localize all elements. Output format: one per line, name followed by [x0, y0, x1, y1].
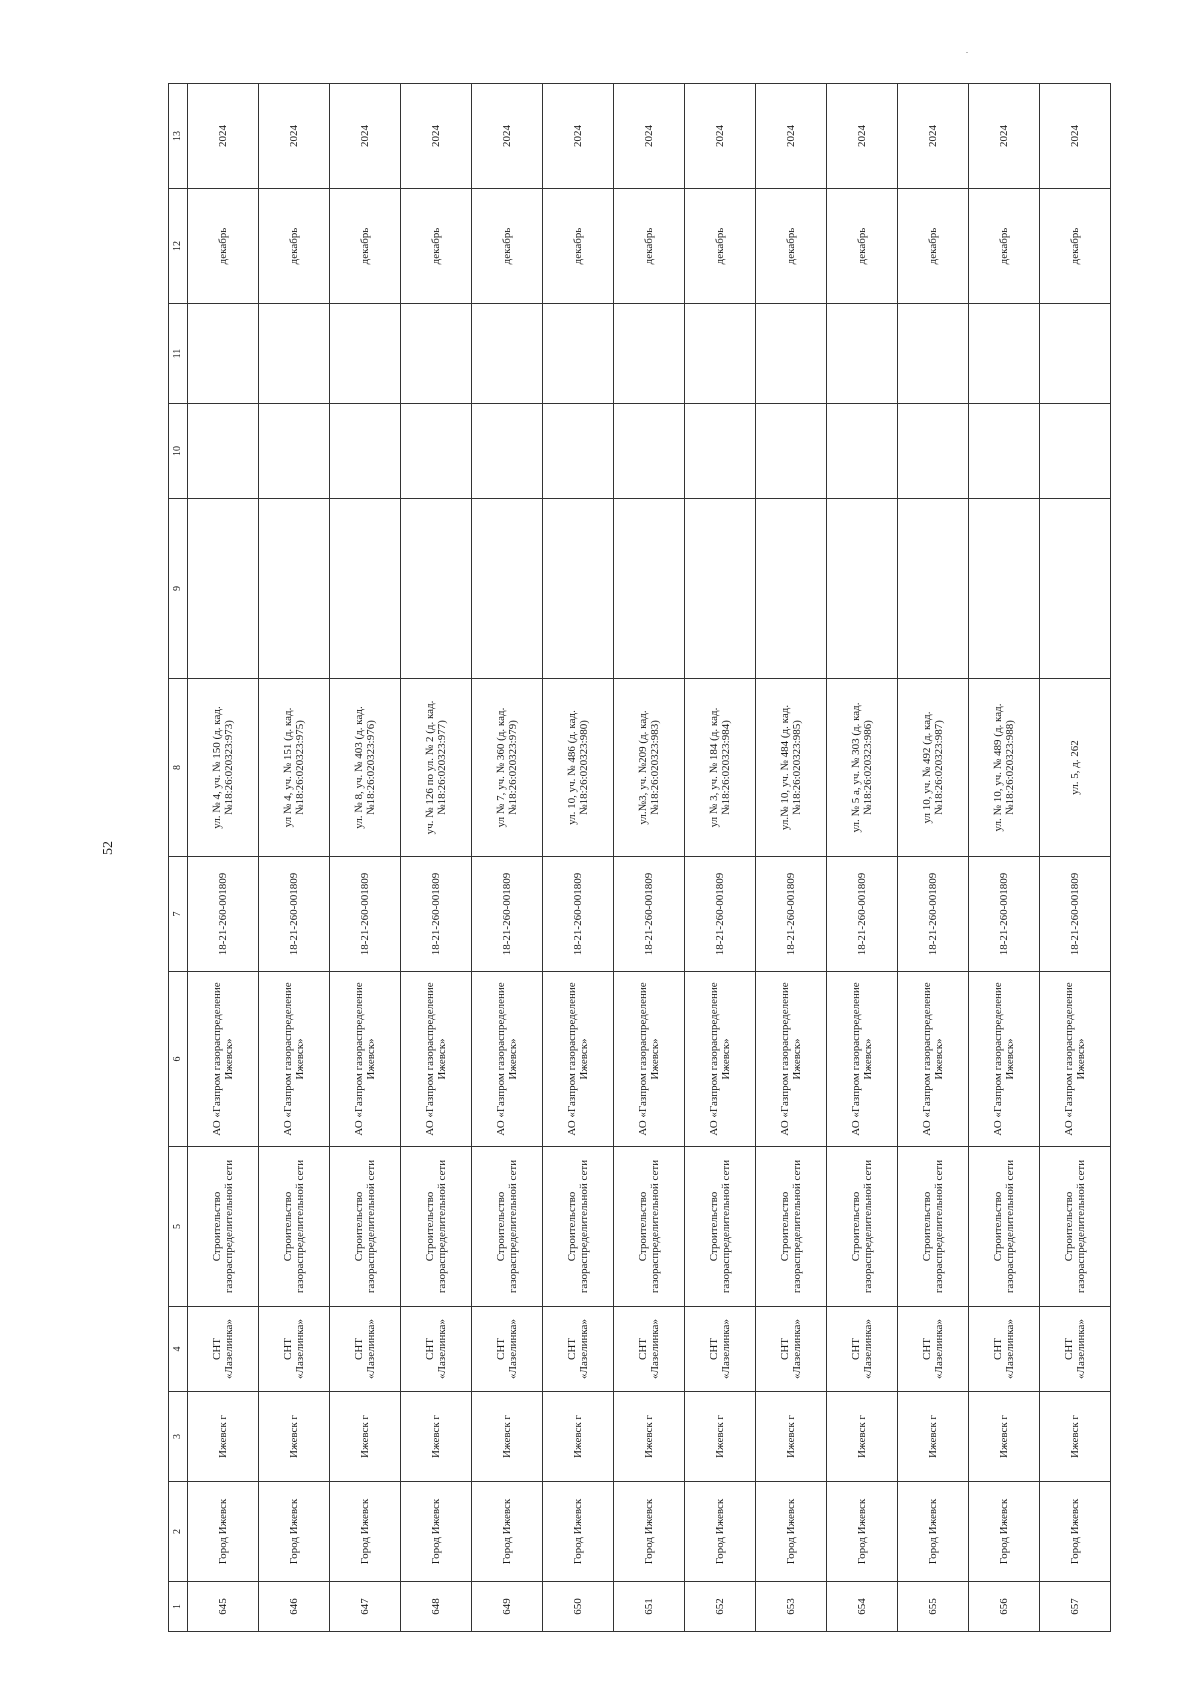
organization-cell: АО «Газпром газораспределение Ижевск»	[685, 972, 756, 1147]
column-11-cell	[1040, 304, 1111, 404]
column-number-cell: 5	[169, 1147, 188, 1307]
organization-cell: АО «Газпром газораспределение Ижевск»	[401, 972, 472, 1147]
code-cell: 18-21-260-001809	[188, 857, 259, 972]
column-10-cell	[685, 404, 756, 499]
municipality-cell: Город Ижевск	[188, 1482, 259, 1582]
column-9-cell	[401, 499, 472, 679]
month-cell: декабрь	[401, 189, 472, 304]
month-cell: декабрь	[898, 189, 969, 304]
column-10-cell	[472, 404, 543, 499]
work-type-cell: Строительство газораспределительной сети	[330, 1147, 401, 1307]
territory-cell: СНТ «Лазелинка»	[472, 1307, 543, 1392]
column-10-cell	[969, 404, 1040, 499]
column-number-cell: 4	[169, 1307, 188, 1392]
address-cell: ул. № 8, уч. № 403 (д. кад.№18:26:020323:976)	[330, 679, 401, 857]
territory-cell: СНТ «Лазелинка»	[685, 1307, 756, 1392]
address-cell: ул.№ 10, уч. № 484 (д. кад.№18:26:020323:985)	[756, 679, 827, 857]
work-type-cell: Строительство газораспределительной сети	[472, 1147, 543, 1307]
table-row	[188, 84, 259, 1632]
code-cell: 18-21-260-001809	[1040, 857, 1111, 972]
table-row	[1040, 84, 1111, 1632]
column-10-cell	[330, 404, 401, 499]
territory-cell: СНТ «Лазелинка»	[259, 1307, 330, 1392]
municipality-cell: Город Ижевск	[259, 1482, 330, 1582]
column-number-cell: 11	[169, 304, 188, 404]
column-11-cell	[614, 304, 685, 404]
municipality-cell: Город Ижевск	[1040, 1482, 1111, 1582]
page-number: 52	[101, 841, 116, 855]
row-number-cell: 657	[1040, 1582, 1111, 1632]
municipality-cell: Город Ижевск	[827, 1482, 898, 1582]
column-11-cell	[401, 304, 472, 404]
address-cell: ул. 10, уч. № 486 (д. кад.№18:26:020323:980)	[543, 679, 614, 857]
column-number-cell: 1	[169, 1582, 188, 1632]
settlement-cell: Ижевск г	[756, 1392, 827, 1482]
column-11-cell	[898, 304, 969, 404]
address-cell: ул № 7, уч. № 360 (д. кад.№18:26:020323:979)	[472, 679, 543, 857]
column-11-cell	[330, 304, 401, 404]
year-cell: 2024	[1040, 84, 1111, 189]
year-cell: 2024	[188, 84, 259, 189]
organization-cell: АО «Газпром газораспределение Ижевск»	[898, 972, 969, 1147]
column-9-cell	[685, 499, 756, 679]
municipality-cell: Город Ижевск	[614, 1482, 685, 1582]
municipality-cell: Город Ижевск	[969, 1482, 1040, 1582]
row-number-cell: 652	[685, 1582, 756, 1632]
column-10-cell	[543, 404, 614, 499]
rotated-table-wrapper	[168, 84, 1100, 1632]
table-row	[472, 84, 543, 1632]
table-row	[401, 84, 472, 1632]
territory-cell: СНТ «Лазелинка»	[1040, 1307, 1111, 1392]
code-cell: 18-21-260-001809	[898, 857, 969, 972]
column-11-cell	[188, 304, 259, 404]
organization-cell: АО «Газпром газораспределение Ижевск»	[543, 972, 614, 1147]
column-11-cell	[685, 304, 756, 404]
territory-cell: СНТ «Лазелинка»	[756, 1307, 827, 1392]
column-9-cell	[756, 499, 827, 679]
code-cell: 18-21-260-001809	[756, 857, 827, 972]
column-10-cell	[1040, 404, 1111, 499]
year-cell: 2024	[756, 84, 827, 189]
year-cell: 2024	[969, 84, 1040, 189]
code-cell: 18-21-260-001809	[827, 857, 898, 972]
code-cell: 18-21-260-001809	[472, 857, 543, 972]
row-number-cell: 653	[756, 1582, 827, 1632]
row-number-cell: 646	[259, 1582, 330, 1632]
column-9-cell	[969, 499, 1040, 679]
year-cell: 2024	[543, 84, 614, 189]
table-body	[169, 84, 1111, 1632]
column-10-cell	[898, 404, 969, 499]
territory-cell: СНТ «Лазелинка»	[827, 1307, 898, 1392]
municipality-cell: Город Ижевск	[472, 1482, 543, 1582]
address-cell: ул № 4, уч. № 151 (д. кад.№18:26:020323:975)	[259, 679, 330, 857]
column-9-cell	[827, 499, 898, 679]
territory-cell: СНТ «Лазелинка»	[401, 1307, 472, 1392]
column-number-cell: 6	[169, 972, 188, 1147]
territory-cell: СНТ «Лазелинка»	[543, 1307, 614, 1392]
column-number-cell: 9	[169, 499, 188, 679]
work-type-cell: Строительство газораспределительной сети	[898, 1147, 969, 1307]
organization-cell: АО «Газпром газораспределение Ижевск»	[1040, 972, 1111, 1147]
work-type-cell: Строительство газораспределительной сети	[685, 1147, 756, 1307]
column-10-cell	[614, 404, 685, 499]
column-9-cell	[614, 499, 685, 679]
month-cell: декабрь	[259, 189, 330, 304]
gas-network-schedule-table	[168, 83, 1111, 1632]
month-cell: декабрь	[543, 189, 614, 304]
column-9-cell	[1040, 499, 1111, 679]
month-cell: декабрь	[188, 189, 259, 304]
month-cell: декабрь	[756, 189, 827, 304]
territory-cell: СНТ «Лазелинка»	[898, 1307, 969, 1392]
column-number-cell: 8	[169, 679, 188, 857]
code-cell: 18-21-260-001809	[685, 857, 756, 972]
settlement-cell: Ижевск г	[401, 1392, 472, 1482]
address-cell: ул. 5, д. 262	[1040, 679, 1111, 857]
municipality-cell: Город Ижевск	[898, 1482, 969, 1582]
code-cell: 18-21-260-001809	[969, 857, 1040, 972]
year-cell: 2024	[472, 84, 543, 189]
row-number-cell: 647	[330, 1582, 401, 1632]
month-cell: декабрь	[1040, 189, 1111, 304]
work-type-cell: Строительство газораспределительной сети	[969, 1147, 1040, 1307]
column-11-cell	[259, 304, 330, 404]
organization-cell: АО «Газпром газораспределение Ижевск»	[188, 972, 259, 1147]
address-cell: ул.№3, уч. №209 (д. кад.№18:26:020323:983)	[614, 679, 685, 857]
settlement-cell: Ижевск г	[827, 1392, 898, 1482]
row-number-cell: 650	[543, 1582, 614, 1632]
organization-cell: АО «Газпром газораспределение Ижевск»	[259, 972, 330, 1147]
address-cell: ул. № 5 а, уч. № 303 (д. кад.№18:26:020323:986)	[827, 679, 898, 857]
table-row	[756, 84, 827, 1632]
year-cell: 2024	[401, 84, 472, 189]
settlement-cell: Ижевск г	[188, 1392, 259, 1482]
column-11-cell	[543, 304, 614, 404]
address-cell: ул № 3, уч. № 184 (д. кад.№18:26:020323:984)	[685, 679, 756, 857]
work-type-cell: Строительство газораспределительной сети	[827, 1147, 898, 1307]
row-number-cell: 656	[969, 1582, 1040, 1632]
territory-cell: СНТ «Лазелинка»	[188, 1307, 259, 1392]
row-number-cell: 655	[898, 1582, 969, 1632]
column-9-cell	[472, 499, 543, 679]
table-row	[259, 84, 330, 1632]
municipality-cell: Город Ижевск	[543, 1482, 614, 1582]
column-9-cell	[259, 499, 330, 679]
column-number-row	[169, 84, 188, 1632]
row-number-cell: 645	[188, 1582, 259, 1632]
work-type-cell: Строительство газораспределительной сети	[401, 1147, 472, 1307]
table-row	[969, 84, 1040, 1632]
table-row	[827, 84, 898, 1632]
column-number-cell: 2	[169, 1482, 188, 1582]
column-number-cell: 10	[169, 404, 188, 499]
address-cell: ул 10, уч. № 492 (д. кад.№18:26:020323:987)	[898, 679, 969, 857]
column-10-cell	[188, 404, 259, 499]
column-number-cell: 7	[169, 857, 188, 972]
settlement-cell: Ижевск г	[969, 1392, 1040, 1482]
column-9-cell	[330, 499, 401, 679]
address-cell: ул. № 4, уч. № 150 (д. кад.№18:26:020323:973)	[188, 679, 259, 857]
territory-cell: СНТ «Лазелинка»	[614, 1307, 685, 1392]
municipality-cell: Город Ижевск	[401, 1482, 472, 1582]
settlement-cell: Ижевск г	[685, 1392, 756, 1482]
settlement-cell: Ижевск г	[259, 1392, 330, 1482]
month-cell: декабрь	[685, 189, 756, 304]
work-type-cell: Строительство газораспределительной сети	[614, 1147, 685, 1307]
code-cell: 18-21-260-001809	[614, 857, 685, 972]
organization-cell: АО «Газпром газораспределение Ижевск»	[614, 972, 685, 1147]
organization-cell: АО «Газпром газораспределение Ижевск»	[969, 972, 1040, 1147]
column-10-cell	[756, 404, 827, 499]
settlement-cell: Ижевск г	[614, 1392, 685, 1482]
organization-cell: АО «Газпром газораспределение Ижевск»	[472, 972, 543, 1147]
code-cell: 18-21-260-001809	[330, 857, 401, 972]
row-number-cell: 649	[472, 1582, 543, 1632]
row-number-cell: 648	[401, 1582, 472, 1632]
organization-cell: АО «Газпром газораспределение Ижевск»	[330, 972, 401, 1147]
code-cell: 18-21-260-001809	[401, 857, 472, 972]
column-10-cell	[827, 404, 898, 499]
table-row	[330, 84, 401, 1632]
document-table-area	[168, 84, 1100, 1632]
year-cell: 2024	[259, 84, 330, 189]
work-type-cell: Строительство газораспределительной сети	[259, 1147, 330, 1307]
table-row	[543, 84, 614, 1632]
column-number-cell: 13	[169, 84, 188, 189]
column-10-cell	[401, 404, 472, 499]
column-9-cell	[543, 499, 614, 679]
work-type-cell: Строительство газораспределительной сети	[543, 1147, 614, 1307]
settlement-cell: Ижевск г	[330, 1392, 401, 1482]
column-11-cell	[756, 304, 827, 404]
month-cell: декабрь	[827, 189, 898, 304]
column-11-cell	[472, 304, 543, 404]
scan-dust-mark	[966, 52, 968, 53]
organization-cell: АО «Газпром газораспределение Ижевск»	[827, 972, 898, 1147]
year-cell: 2024	[614, 84, 685, 189]
work-type-cell: Строительство газораспределительной сети	[188, 1147, 259, 1307]
table-row	[898, 84, 969, 1632]
work-type-cell: Строительство газораспределительной сети	[756, 1147, 827, 1307]
territory-cell: СНТ «Лазелинка»	[330, 1307, 401, 1392]
settlement-cell: Ижевск г	[898, 1392, 969, 1482]
address-cell: ул. № 10, уч. № 489 (д. кад.№18:26:020323:988)	[969, 679, 1040, 857]
address-cell: уч. № 126 по ул. № 2 (д. кад.№18:26:020323:977)	[401, 679, 472, 857]
organization-cell: АО «Газпром газораспределение Ижевск»	[756, 972, 827, 1147]
column-11-cell	[969, 304, 1040, 404]
municipality-cell: Город Ижевск	[756, 1482, 827, 1582]
column-9-cell	[898, 499, 969, 679]
month-cell: декабрь	[330, 189, 401, 304]
table-row	[685, 84, 756, 1632]
settlement-cell: Ижевск г	[543, 1392, 614, 1482]
table-row	[614, 84, 685, 1632]
column-10-cell	[259, 404, 330, 499]
work-type-cell: Строительство газораспределительной сети	[1040, 1147, 1111, 1307]
column-number-cell: 3	[169, 1392, 188, 1482]
year-cell: 2024	[898, 84, 969, 189]
column-9-cell	[188, 499, 259, 679]
municipality-cell: Город Ижевск	[330, 1482, 401, 1582]
code-cell: 18-21-260-001809	[543, 857, 614, 972]
row-number-cell: 654	[827, 1582, 898, 1632]
year-cell: 2024	[330, 84, 401, 189]
month-cell: декабрь	[472, 189, 543, 304]
settlement-cell: Ижевск г	[1040, 1392, 1111, 1482]
municipality-cell: Город Ижевск	[685, 1482, 756, 1582]
column-number-cell: 12	[169, 189, 188, 304]
year-cell: 2024	[827, 84, 898, 189]
territory-cell: СНТ «Лазелинка»	[969, 1307, 1040, 1392]
month-cell: декабрь	[614, 189, 685, 304]
settlement-cell: Ижевск г	[472, 1392, 543, 1482]
column-11-cell	[827, 304, 898, 404]
month-cell: декабрь	[969, 189, 1040, 304]
year-cell: 2024	[685, 84, 756, 189]
code-cell: 18-21-260-001809	[259, 857, 330, 972]
row-number-cell: 651	[614, 1582, 685, 1632]
